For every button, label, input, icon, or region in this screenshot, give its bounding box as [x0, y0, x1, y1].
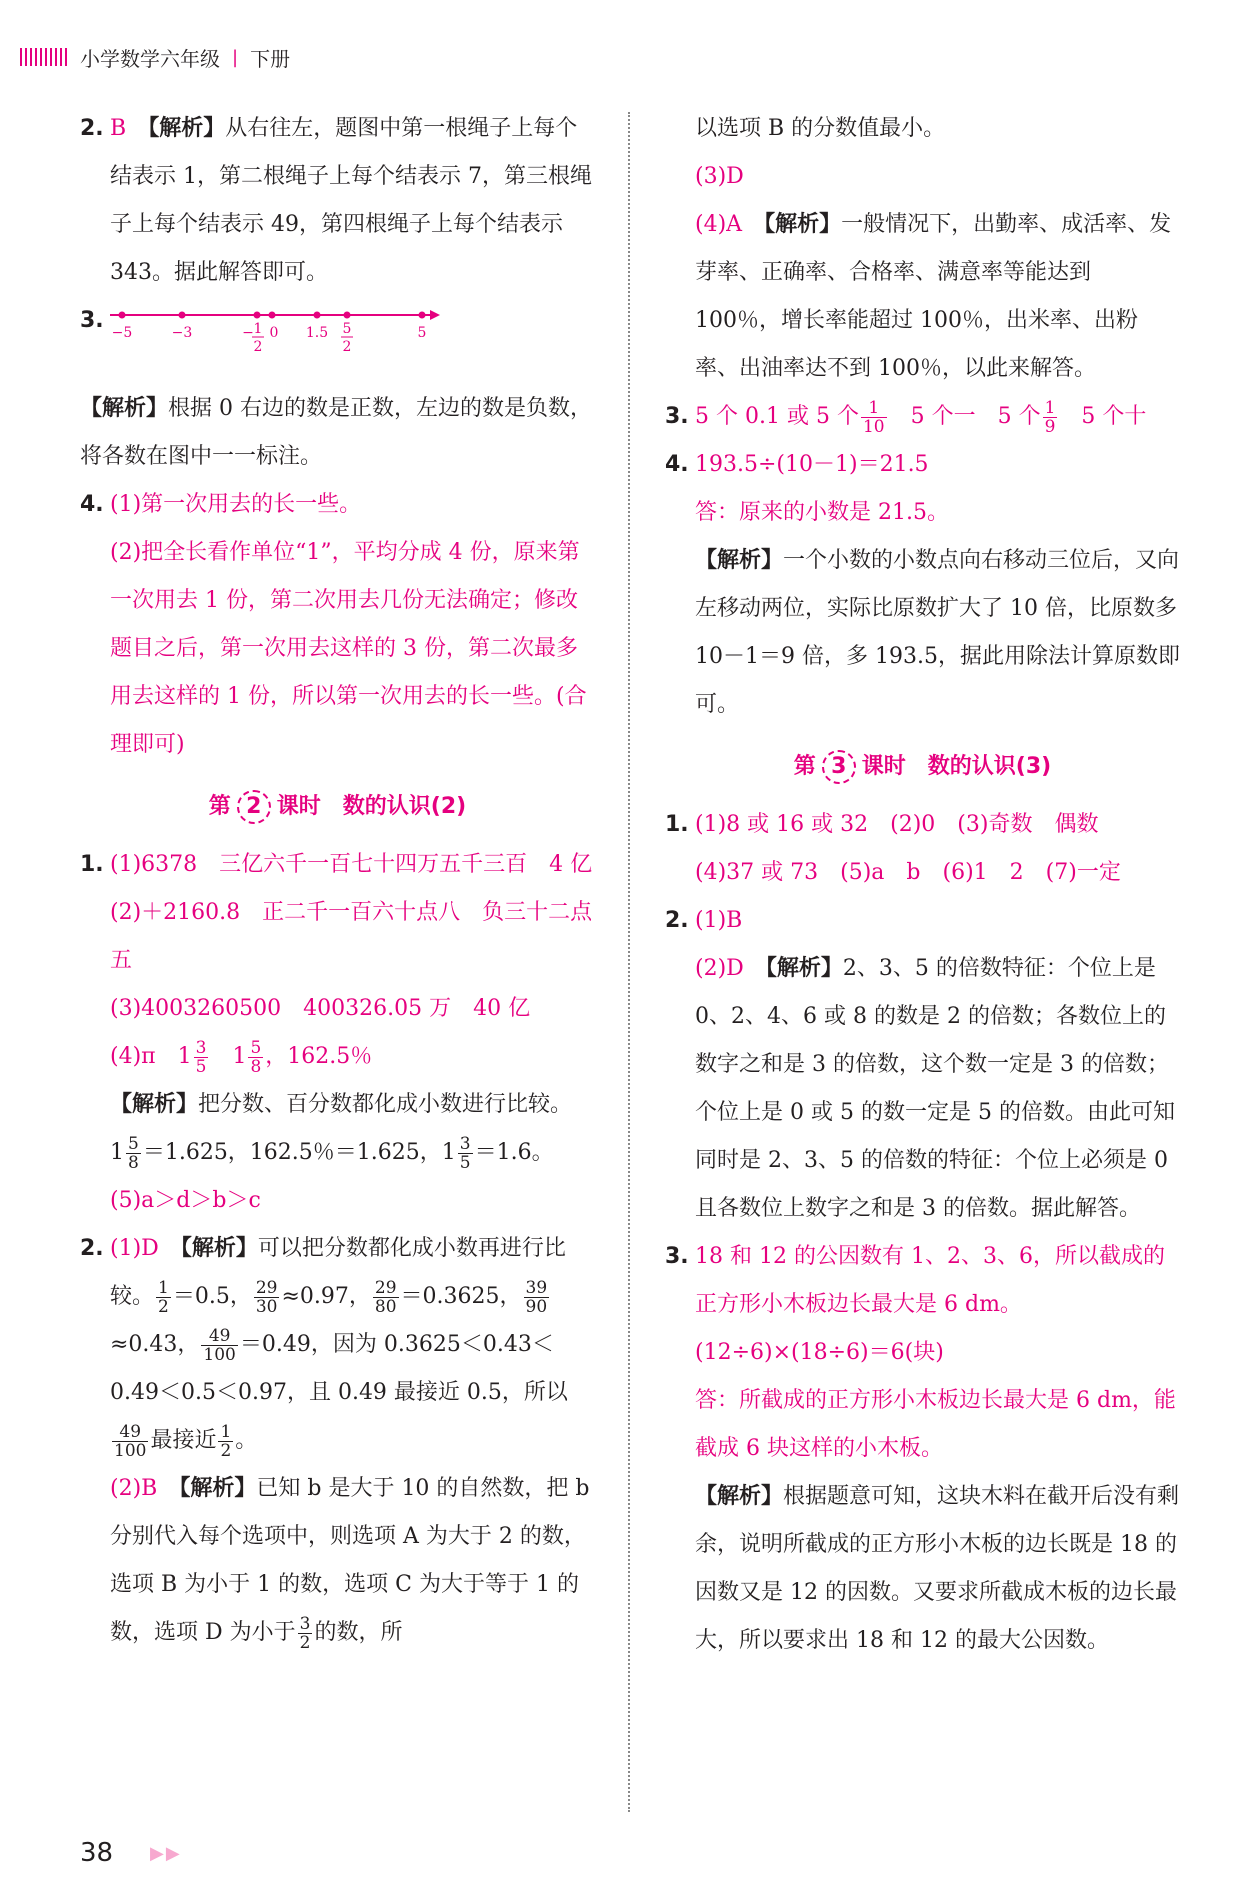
question-number: 3. — [665, 1244, 689, 1269]
question-4-right — [665, 441, 1180, 729]
part-1: (1)D 【解析】可以把分数都化成小数再进行比较。 $\frac{1}{2}$ ＝0.5， $\frac{29}{30}$ ≈0.97， $\frac{29}{80}$ ＝0.3625， $\frac{39}{90}$ ≈0.43， $\frac{49}{100}$ ＝0.49，因为 0.3625＜0.43＜0.49＜0.5＜0.97，且 0.49 最接近 0.5，所以 $\frac{49}{100}$ 最接近 $\frac{1}{2}$ 。 — [110, 1236, 568, 1461]
answer-part-2: (2)D 【解析】2、3、5 的倍数特征：个位上是 0、2、4、6 或 8 的数是 2 的倍数；各数位上的数字之和是 3 的倍数，这个数一定是 3 的倍数；个位上是 0 或 5 的数一定是 5 的倍数。由此可知同时是 2、3、5 的倍数的特征：个位上必须是 0 且各数位上数字之和是 3 的倍数。据此解答。 — [695, 956, 1175, 1221]
point-5-halves — [344, 312, 351, 319]
answer-line-2: (12÷6)×(18÷6)＝6(块) — [695, 1340, 944, 1365]
header-volume: 下册 — [250, 46, 291, 71]
header-book-title: 小学数学六年级 — [80, 46, 220, 71]
column-divider — [628, 112, 630, 1812]
point-1-5 — [314, 312, 321, 319]
equation: 193.5÷(10－1)＝21.5 — [695, 452, 929, 477]
lesson3-question-3 — [665, 1233, 1180, 1665]
lesson-number-circle: 3 — [822, 750, 856, 784]
point-0 — [269, 312, 276, 319]
question-4 — [80, 481, 595, 769]
header-stripes-decoration — [20, 48, 68, 66]
tick-label: 0 — [269, 325, 279, 341]
answer-line-3: 答：所截成的正方形小木板边长最大是 6 dm，能截成 6 块这样的小木板。 — [695, 1388, 1176, 1461]
footer-arrows-icon: ▶▶ — [150, 1843, 182, 1864]
point-minus-5 — [119, 312, 126, 319]
question-3-analysis — [80, 385, 595, 481]
answer-part-3: (3)4003260500 400326.05 万 40 亿 — [110, 996, 531, 1021]
lesson2-question-2 — [80, 1225, 595, 1657]
answer-part-2: (2)＋2160.8 正二千一百六十点八 负三十二点五 — [110, 900, 593, 973]
lesson3-question-1 — [665, 801, 1180, 897]
lesson3-question-2 — [665, 897, 1180, 1233]
point-minus-3 — [179, 312, 186, 319]
answer-part-1: (1)B — [695, 908, 743, 933]
tick-label: 2 — [253, 339, 263, 355]
answer: 5 个 0.1 或 5 个 $\frac{1}{10}$ 5 个一 5 个 $\frac{1}{9}$ 5 个十 — [695, 397, 1147, 437]
question-number: 2. — [80, 1236, 104, 1261]
answer-part-3: (3)D — [695, 164, 744, 189]
question-3-right — [665, 393, 1180, 441]
continuation — [665, 105, 1180, 393]
continued-text: 以选项 B 的分数值最小。 — [695, 116, 946, 141]
answer: B — [110, 116, 127, 141]
answer-part-1: (1)第一次用去的长一些。 — [110, 492, 362, 517]
point-5 — [419, 312, 426, 319]
question-2 — [80, 105, 595, 297]
tick-label: 1 — [253, 321, 263, 337]
question-number: 1. — [80, 852, 104, 877]
question-number: 2. — [80, 116, 104, 141]
analysis-tag: 【解析】 — [80, 396, 169, 421]
analysis: 【解析】一个小数的小数点向右移动三位后，又向左移动两位，实际比原数扩大了 10 倍，比原数多 10－1＝9 倍，多 193.5，据此用除法计算原数即可。 — [695, 548, 1180, 717]
analysis-equation: 1 $\frac{5}{8}$ ＝1.625，162.5％＝1.625，1 $\frac{3}{5}$ ＝1.6。 — [110, 1133, 554, 1173]
analysis-text: 根据 0 右边的数是正数，左边的数是负数，将各数在图中一一标注。 — [80, 396, 593, 469]
section-title-lesson-3: 第 3 课时 数的认识(3) — [665, 743, 1180, 791]
question-3 — [80, 297, 595, 385]
tick-label: 5 — [342, 321, 352, 337]
answer-part-4: (4)π 1 $\frac{3}{5}$ 1 $\frac{5}{8}$ ，162.5％ — [110, 1037, 373, 1077]
answer-part-1: (1)6378 三亿六千一百七十四万五千三百 4 亿 — [110, 852, 593, 877]
answer-statement: 答：原来的小数是 21.5。 — [695, 500, 949, 525]
analysis-tag: 【解析】 — [148, 116, 226, 141]
number-line — [110, 297, 530, 357]
lesson-number-circle: 2 — [237, 790, 271, 824]
tick-label: −5 — [111, 325, 133, 341]
question-number: 4. — [80, 492, 104, 517]
tick-label: 2 — [342, 339, 352, 355]
tick-label: 1.5 — [305, 325, 329, 341]
number-line-arrow — [430, 310, 440, 320]
answer-line-1: 18 和 12 的公因数有 1、2、3、6，所以截成的正方形小木板边长最大是 6 dm。 — [695, 1244, 1165, 1317]
answer-line-2: (4)37 或 73 (5)a b (6)1 2 (7)一定 — [695, 860, 1121, 885]
question-number: 3. — [80, 308, 104, 333]
tick-label: − — [242, 325, 254, 341]
answer-part-2: (2)把全长看作单位“1”，平均分成 4 份，原来第一次用去 1 份，第二次用去几份无法确定；修改题目之后，第一次用去这样的 3 份，第二次最多用去这样的 1 份，所以第一次用去的长一些。(合理即可) — [110, 540, 587, 757]
page-number: 38 — [80, 1838, 114, 1868]
answer-part-4: (4)A 【解析】一般情况下，出勤率、成活率、发芽率、正确率、合格率、满意率等能达到 100％，增长率能超过 100％，出米率、出粉率、出油率达不到 100％，以此来解答。 — [695, 212, 1172, 381]
answer-line-1: (1)8 或 16 或 32 (2)0 (3)奇数 偶数 — [695, 812, 1099, 837]
tick-label: −3 — [171, 325, 193, 341]
left-column — [80, 105, 595, 1657]
question-number: 1. — [665, 812, 689, 837]
question-number: 2. — [665, 908, 689, 933]
question-number: 3. — [665, 404, 689, 429]
header-separator: | — [232, 46, 239, 68]
point-minus-half — [254, 312, 261, 319]
analysis: 【解析】把分数、百分数都化成小数进行比较。 — [110, 1092, 573, 1117]
right-column — [665, 105, 1180, 1665]
section-title-lesson-2: 第 2 课时 数的认识(2) — [80, 783, 595, 831]
analysis-text: 从右往左，题图中第一根绳子上每个结表示 1，第二根绳子上每个结表示 7，第三根绳子上每个结表示 49，第四根绳子上每个结表示 343。据此解答即可。 — [110, 116, 592, 285]
tick-label: 5 — [417, 325, 427, 341]
answer-part-5: (5)a＞d＞b＞c — [110, 1188, 261, 1213]
analysis: 【解析】根据题意可知，这块木料在截开后没有剩余，说明所截成的正方形小木板的边长既是 18 的因数又是 12 的因数。又要求所截成木板的边长最大，所以要求出 18 和 12 的最大公因数。 — [695, 1484, 1180, 1653]
page-header — [20, 42, 290, 72]
part-2: (2)B 【解析】已知 b 是大于 10 的自然数，把 b 分别代入每个选项中，则选项 A 为大于 2 的数，选项 B 为小于 1 的数，选项 C 为大于等于 1 的数，选项 D 为小于 $\frac{3}{2}$ 的数，所 — [110, 1476, 590, 1653]
question-number: 4. — [665, 452, 689, 477]
lesson2-question-1 — [80, 841, 595, 1225]
